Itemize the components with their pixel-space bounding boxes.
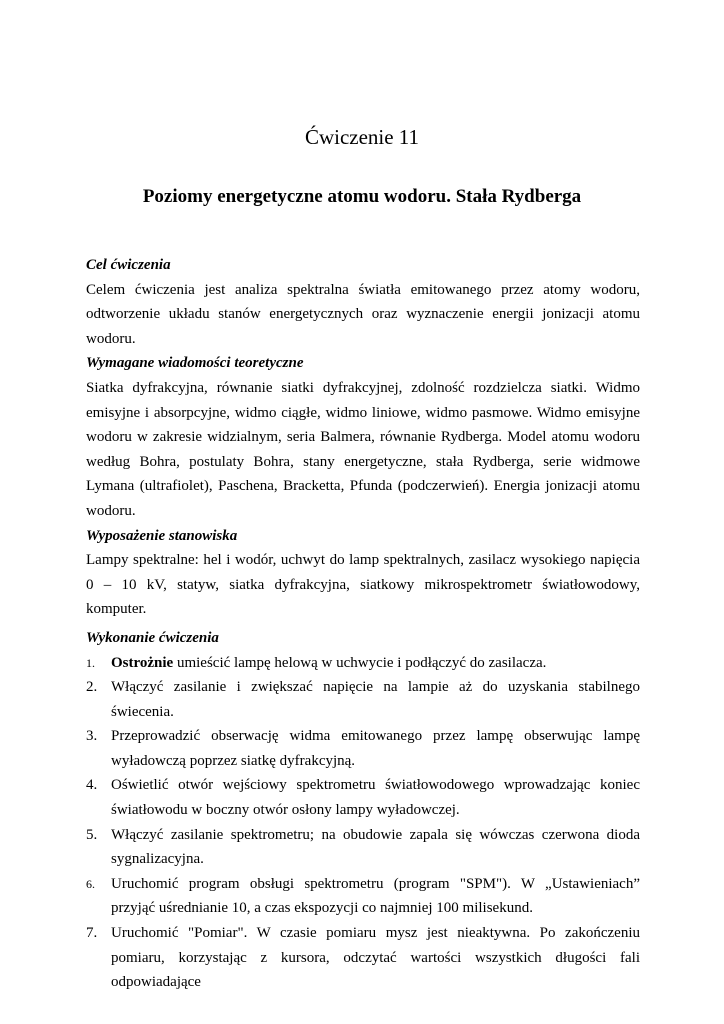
step-number: 7. xyxy=(86,925,98,942)
equipment-heading: Wyposażenie stanowiska xyxy=(86,527,238,544)
document-title: Poziomy energetyczne atomu wodoru. Stała Rydberga xyxy=(142,186,582,207)
theory-text: Siatka dyfrakcyjna, równanie siatki dyfrakcyjnej, zdolność rozdzielcza siatki. Widmo emisyjne i absorpcyjne, widmo ciągłe, widmo liniowe, widmo pasmowe. Widmo emisyjne wodoru w zakresie widzialnym, seria Balmera, równanie Rydberga. Model atomu wodoru według Bohra, postulaty Bohra, stany energetyczne, stała Rydberga, serie widmowe Lymana (ultrafiolet), Paschena, Bracketta, Pfunda (podczerwień). Energia jonizacji atomu wodoru. xyxy=(86,379,640,519)
theory-heading: Wymagane wiadomości teoretyczne xyxy=(86,355,304,372)
step-text: Włączyć zasilanie spektrometru; na obudowie zapala się wówczas czerwona dioda sygnalizacyjna. xyxy=(111,826,640,868)
step-number: 3. xyxy=(86,728,98,745)
step-number: 4. xyxy=(86,777,98,794)
step-emphasis: Ostrożnie xyxy=(111,654,174,671)
step-text: Uruchomić "Pomiar". W czasie pomiaru mysz jest nieaktywna. Po zakończeniu pomiaru, korzystając z kursora, odczytać wartości wszystkich długości fali odpowiadające xyxy=(111,925,640,991)
procedure-step xyxy=(86,823,640,872)
procedure-steps xyxy=(86,651,640,995)
procedure-step xyxy=(86,872,640,921)
procedure-step xyxy=(86,724,640,773)
step-text: Oświetlić otwór wejściowy spektrometru światłowodowego wprowadzając koniec światłowodu w boczny otwór osłony lampy wyładowczej. xyxy=(111,777,640,819)
step-number: 6. xyxy=(86,876,95,891)
step-number: 2. xyxy=(86,679,98,696)
exercise-number: Ćwiczenie 11 xyxy=(304,125,420,149)
goal-heading: Cel ćwiczenia xyxy=(86,257,171,273)
step-number: 5. xyxy=(86,826,98,843)
procedure-step xyxy=(86,651,640,676)
step-text: Przeprowadzić obserwację widma emitowanego przez lampę obserwując lampę wyładowczą poprzez siatkę dyfrakcyjną. xyxy=(111,728,640,769)
goal-text: Celem ćwiczenia jest analiza spektralna światła emitowanego przez atomy wodoru, odtworzenie układu stanów energetycznych oraz wyznaczenie energii jonizacji atomu wodoru. xyxy=(86,281,640,347)
step-number: 1. xyxy=(86,655,95,670)
equipment-text: Lampy spektralne: hel i wodór, uchwyt do lamp spektralnych, zasilacz wysokiego napięcia 0 – 10 kV, statyw, siatka dyfrakcyjna, siatkowy mikrospektrometr światłowodowy, komputer. xyxy=(86,552,640,618)
step-text: umieścić lampę helową w uchwycie i podłączyć do zasilacza. xyxy=(173,654,547,671)
procedure-heading: Wykonanie ćwiczenia xyxy=(86,629,219,646)
step-text: Włączyć zasilanie i zwiększać napięcie na lampie aż do uzyskania stabilnego świecenia. xyxy=(111,679,640,720)
document-body xyxy=(86,253,640,995)
procedure-step xyxy=(86,675,640,724)
procedure-step xyxy=(86,773,640,822)
procedure-step xyxy=(86,921,640,995)
step-text: Uruchomić program obsługi spektrometru (program "SPM"). W „Ustawieniach” przyjąć uśrednianie 10, a czas ekspozycji co najmniej 100 milisekund. xyxy=(111,875,640,917)
